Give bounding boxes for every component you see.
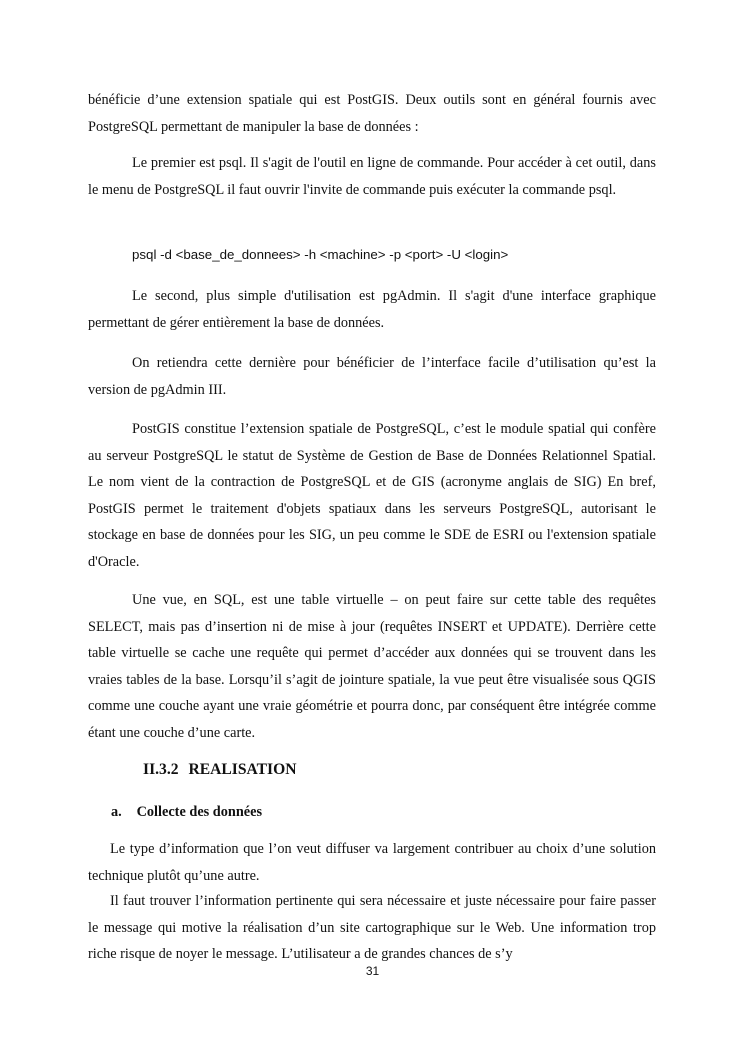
paragraph-psql: Le premier est psql. Il s'agit de l'outil en ligne de commande. Pour accéder à cet outil, dans le menu de PostgreSQL il faut ouvrir l'invite de commande puis exécuter la commande psql. [88,155,656,198]
paragraph-postgis-intro: bénéficie d’une extension spatiale qui est PostGIS. Deux outils sont en général fournis avec PostgreSQL permettant de manipuler la base de données : [88,92,656,135]
subsection-title: Collecte des données [136,804,263,820]
section-number: II.3.2 [143,761,179,778]
section-title: REALISATION [188,761,297,778]
paragraph-pgadmin: Le second, plus simple d'utilisation est pgAdmin. Il s'agit d'une interface graphique permettant de gérer entièrement la base de données. [88,288,656,331]
psql-command-line: psql -d <base_de_donnees> -h <machine> -p <port> -U <login> [132,247,509,262]
page-number: 31 [365,964,380,978]
paragraph-sql-view: Une vue, en SQL, est une table virtuelle – on peut faire sur cette table des requêtes SELECT, mais pas d’insertion ni de mise à jour (requêtes INSERT et UPDATE). Derrière cette table virtuelle se cache une requête qui permet d’accéder aux données qui se trouvent dans les vraies tables de la base. Lorsqu’il s’agit de jointure spatiale, la vue peut être visualisée sous QGIS comme une couche ayant une vraie géométrie et pourra donc, par conséquent être intégrée comme étant une couche d’une carte. [88,592,656,741]
paragraph-information-type: Le type d’information que l’on veut diffuser va largement contribuer au choix d’une solution technique plutôt qu’une autre. [88,841,656,884]
section-heading [143,759,296,781]
paragraph-pgadmin-iii: On retiendra cette dernière pour bénéficier de l’interface facile d’utilisation qu’est la version de pgAdmin III. [88,355,656,398]
paragraph-relevant-information: Il faut trouver l’information pertinente qui sera nécessaire et juste nécessaire pour faire passer le message qui motive la réalisation d’un site cartographique sur le Web. Une information trop riche risque de noyer le message. L’utilisateur a de grandes chances de s’y [88,893,656,962]
subsection-label: a. [111,804,122,820]
subsection-heading [111,801,262,823]
paragraph-postgis-definition: PostGIS constitue l’extension spatiale de PostgreSQL, c’est le module spatial qui confère au serveur PostgreSQL le statut de Système de Gestion de Base de Données Relationnel Spatial. Le nom vient de la contraction de PostgreSQL et de GIS (acronyme anglais de SIG) En bref, PostGIS permet le traitement d'objets spatiaux dans les serveurs PostgreSQL, autorisant le stockage en base de données pour les SIG, un peu comme le SDE de ESRI ou l'extension spatiale d'Oracle. [88,421,656,570]
